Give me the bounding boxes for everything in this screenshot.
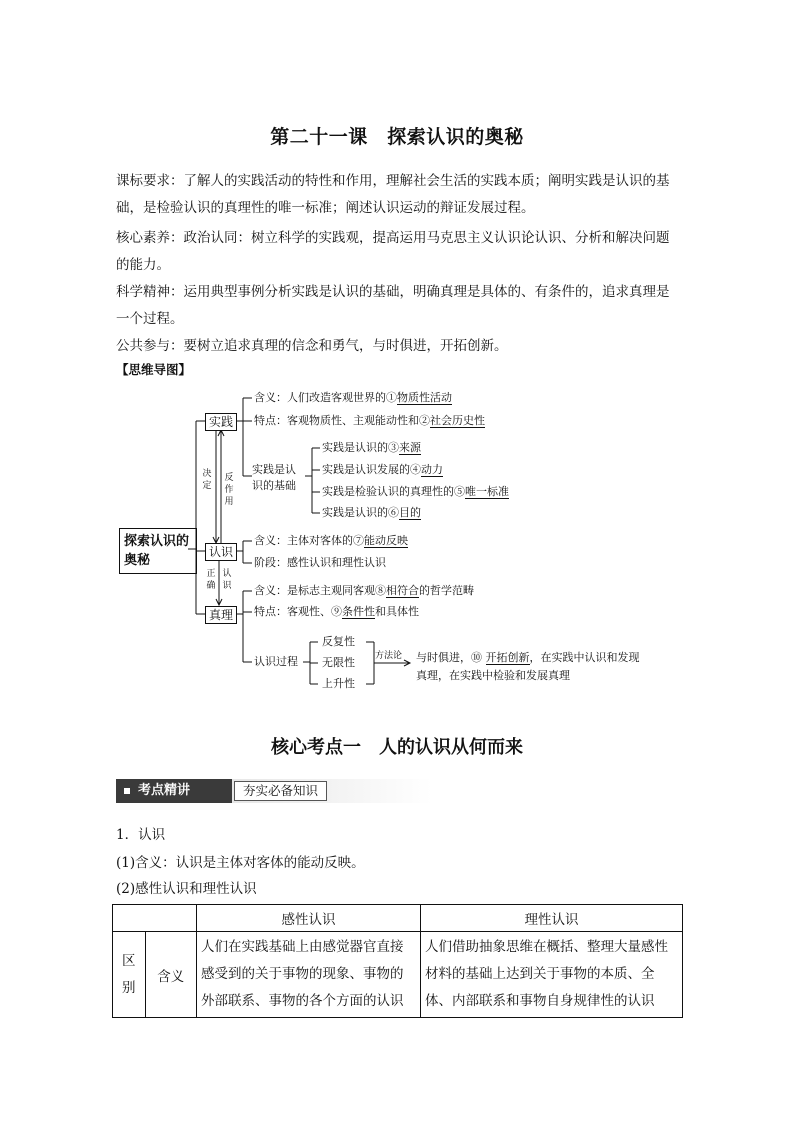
rs-hanyi: 含义：主体对客体的⑦能动反映 [254, 534, 408, 547]
table-row-group: 区别 [113, 932, 146, 1018]
table-cell-ganxing: 人们在实践基础上由感觉器官直接感受到的关于事物的现象、事物的外部联系、事物的各个方面的认识 [197, 932, 421, 1018]
banner-label: 考点精讲 [116, 779, 232, 803]
node-shijian: 实践 [205, 413, 237, 431]
methodology-result: 与时俱进，⑩ 开拓创新，在实践中认识和发现真理，在实践中检验和发展真理 [416, 651, 640, 682]
table-head-blank [113, 905, 197, 932]
jichu-3: 实践是检验认识的真理性的⑤唯一标准 [322, 485, 509, 498]
process-fanfuxing: 反复性 [322, 635, 355, 648]
zl-hanyi: 含义：是标志主观同客观⑧相符合的哲学范畴 [254, 584, 474, 597]
banner-sublabel: 夯实必备知识 [234, 781, 327, 801]
public-participation: 公共参与：要树立追求真理的信念和勇气，与时俱进，开拓创新。 [116, 338, 508, 354]
section-banner [116, 779, 432, 803]
jichu-2: 实践是认识发展的④动力 [322, 463, 443, 476]
table-row-label: 含义 [145, 932, 196, 1018]
label-jueding: 决定 [202, 469, 212, 491]
table-header-row [113, 905, 683, 932]
curriculum-requirement: 课标要求：了解人的实践活动的特性和作用，理解社会生活的实践本质；阐明实践是认识的基础，是检验认识的真理性的唯一标准；阐述认识运动的辩证发展过程。 [116, 173, 670, 216]
label-zhengque: 正确 [206, 569, 216, 591]
table-col-lixing: 理性认识 [421, 905, 683, 932]
page-title: 第二十一课 探索认识的奥秘 [270, 126, 524, 148]
rs-jieduan: 阶段：感性认识和理性认识 [254, 556, 386, 569]
process-wuxianxing: 无限性 [322, 656, 355, 669]
mindmap-heading: 【思维导图】 [116, 362, 192, 377]
node-zhenli: 真理 [205, 606, 237, 624]
sj-hanyi: 含义：人们改造客观世界的①物质性活动 [254, 391, 452, 404]
sj-tedian: 特点：客观物质性、主观能动性和②社会历史性 [254, 414, 485, 427]
item-hanyi: (1)含义：认识是主体对客体的能动反映。 [116, 855, 365, 871]
core-literacy: 核心素养：政治认同：树立科学的实践观，提高运用马克思主义认识论认识、分析和解决问题的能力。 [116, 230, 670, 273]
label-fangfalun: 方法论 [375, 651, 403, 661]
table-row [113, 932, 683, 1018]
jichu-4: 实践是认识的⑥目的 [322, 506, 421, 519]
square-icon [124, 788, 130, 794]
zl-tedian: 特点：客观性、⑨条件性和具体性 [254, 605, 419, 618]
table-cell-lixing: 人们借助抽象思维在概括、整理大量感性材料的基础上达到关于事物的本质、全体、内部联系和事物自身规律性的认识 [421, 932, 683, 1018]
mindmap-root: 探索认识的奥秘 [119, 528, 197, 574]
table-col-ganxing: 感性认识 [197, 905, 421, 932]
scientific-spirit: 科学精神：运用典型事例分析实践是认识的基础，明确真理是具体的、有条件的，追求真理是一个过程。 [116, 284, 670, 327]
item-renshi: 1．认识 [116, 827, 166, 843]
label-renshi-small: 认识 [222, 569, 232, 591]
sj-jichu: 实践是认识的基础 [252, 463, 296, 492]
comparison-table [112, 904, 683, 1018]
process-shangshengxing: 上升性 [322, 677, 355, 690]
section-title: 核心考点一 人的认识从何而来 [271, 737, 523, 758]
jichu-1: 实践是认识的③来源 [322, 441, 421, 454]
label-fanzuoyong: 反作用 [224, 473, 234, 507]
zl-guocheng: 认识过程 [254, 655, 298, 668]
node-renshi: 认识 [205, 543, 237, 561]
item-ganxing-lixing: (2)感性认识和理性认识 [116, 881, 257, 897]
